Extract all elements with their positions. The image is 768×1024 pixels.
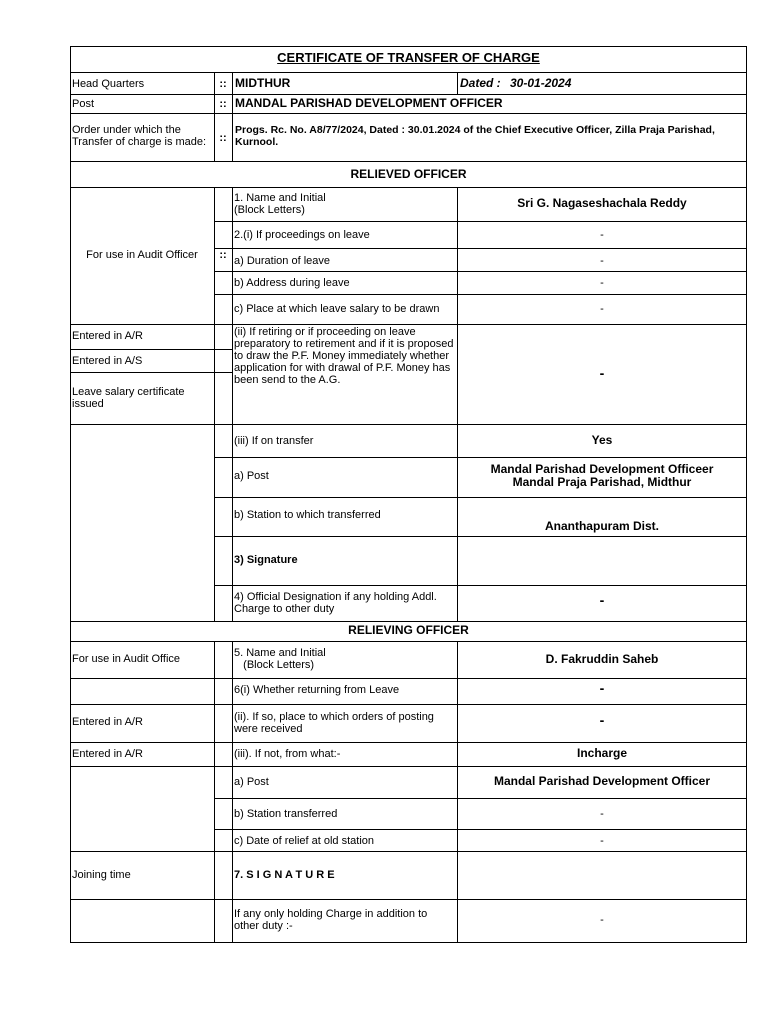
entered-ar-label: Entered in A/R [72, 716, 143, 728]
rule [214, 497, 747, 498]
duration-label: a) Duration of leave [234, 255, 330, 267]
station-transferred-label: b) Station transferred [234, 808, 338, 820]
station-label: b) Station to which transferred [234, 509, 381, 521]
rule [70, 349, 232, 350]
entered-ar-label: Entered in A/R [72, 748, 143, 760]
border-right [746, 46, 747, 943]
rule [70, 324, 747, 325]
relieved-post-value: Mandal Parishad Development Officeer Mandal Praja Parishad, Midthur [490, 462, 714, 489]
address-value: - [600, 277, 604, 289]
transfer-certificate [70, 46, 747, 943]
duration-value: - [600, 255, 604, 267]
station-value: Ananthapuram Dist. [544, 519, 659, 533]
leave-salary-place-value: - [600, 303, 604, 315]
on-leave-value: - [600, 229, 604, 241]
rule [214, 585, 747, 586]
post-label: Post [72, 98, 95, 110]
on-leave-label: 2.(i) If proceedings on leave [234, 229, 370, 241]
order-value: Progs. Rc. No. A8/77/2024, Dated : 30.01.2024 of the Chief Executive Officer, Zilla Praja Parishad, Kurnool. [235, 124, 715, 148]
relieved-post-label: a) Post [234, 470, 269, 482]
border-left [70, 46, 71, 943]
col-rule [457, 187, 458, 621]
returning-leave-value: - [599, 680, 605, 696]
leave-salary-certificate-label: Leave salary certificate issued [72, 386, 185, 410]
col-rule [232, 641, 233, 943]
border-bottom [70, 942, 747, 943]
rule [70, 742, 747, 743]
rule [214, 271, 747, 272]
station-transferred-value: - [600, 808, 604, 820]
relieving-post-label: a) Post [234, 776, 269, 788]
separator: :: [219, 249, 227, 261]
rule [214, 798, 747, 799]
relieving-name-label: 5. Name and Initial (Block Letters) [234, 647, 326, 671]
relieving-name-value: D. Fakruddin Saheb [545, 652, 659, 666]
relieved-name-label: 1. Name and Initial (Block Letters) [234, 192, 326, 216]
dated-value: 30-01-2024 [510, 76, 572, 90]
additional-charge-value: - [600, 914, 604, 926]
head-quarters-label: Head Quarters [72, 78, 145, 90]
entered-as-label: Entered in A/S [72, 355, 143, 367]
separator: :: [219, 98, 227, 110]
head-quarters-value: MIDTHUR [235, 76, 291, 90]
rule [214, 536, 747, 537]
rule [70, 766, 747, 767]
rule [214, 457, 747, 458]
leave-salary-place-label: c) Place at which leave salary to be drawn [234, 303, 440, 315]
retiring-label: (ii) If retiring or if proceeding on leave preparatory to retirement and if it is proposed to draw the P.F. Money immediately whether application for with drawal of P.F. Money has been send to the A.G. [234, 326, 454, 386]
if-not-from-value: Incharge [576, 746, 627, 760]
relief-date-label: c) Date of relief at old station [234, 835, 375, 847]
rule [70, 94, 747, 95]
col-rule [457, 72, 458, 94]
designation-value: - [599, 592, 605, 608]
relieving-officer-heading: RELIEVING OFFICER [348, 623, 469, 637]
rule [70, 424, 747, 425]
rule [214, 221, 747, 222]
rule [214, 294, 747, 295]
posting-place-label: (ii). If so, place to which orders of posting were received [234, 711, 434, 735]
border-top [70, 46, 747, 47]
additional-charge-label: If any only holding Charge in addition to other duty :- [234, 908, 428, 932]
posting-place-value: - [599, 712, 605, 728]
document-title: CERTIFICATE OF TRANSFER OF CHARGE [277, 50, 540, 65]
on-transfer-label: (iii) If on transfer [234, 435, 314, 447]
audit-officer-label: For use in Audit Officer [86, 249, 198, 261]
dated-label: Dated : [460, 76, 501, 90]
returning-leave-label: 6(i) Whether returning from Leave [234, 684, 400, 696]
order-label: Order under which the Transfer of charge is made: [72, 124, 207, 148]
rule [70, 899, 747, 900]
relieved-officer-heading: RELIEVED OFFICER [350, 167, 467, 181]
col-rule [214, 641, 215, 943]
rule [214, 248, 747, 249]
rule [70, 851, 747, 852]
rule [70, 187, 747, 188]
relieved-name-value: Sri G. Nagaseshachala Reddy [517, 196, 687, 210]
rule [70, 704, 747, 705]
audit-office-label: For use in Audit Office [72, 653, 181, 665]
rule [70, 641, 747, 642]
col-rule [232, 72, 233, 161]
designation-label: 4) Official Designation if any holding Addl. Charge to other duty [234, 591, 437, 615]
relief-date-value: - [600, 835, 604, 847]
separator: :: [219, 132, 227, 144]
address-label: b) Address during leave [234, 277, 350, 289]
entered-ar-label: Entered in A/R [72, 330, 143, 342]
rule [70, 372, 232, 373]
rule [214, 829, 747, 830]
rule [70, 678, 747, 679]
retiring-value: - [599, 365, 605, 381]
col-rule [232, 187, 233, 621]
if-not-from-label: (iii). If not, from what:- [234, 748, 341, 760]
on-transfer-value: Yes [591, 433, 613, 447]
rule [70, 161, 747, 162]
separator: :: [219, 78, 227, 90]
rule [70, 72, 747, 73]
relieving-signature-label: 7. S I G N A T U R E [234, 869, 335, 881]
joining-time-label: Joining time [72, 869, 131, 881]
post-value: MANDAL PARISHAD DEVELOPMENT OFFICER [235, 96, 503, 110]
relieved-signature-label: 3) Signature [234, 554, 298, 566]
rule [70, 621, 747, 622]
relieving-post-value: Mandal Parishad Development Officer [493, 774, 711, 788]
rule [70, 113, 747, 114]
